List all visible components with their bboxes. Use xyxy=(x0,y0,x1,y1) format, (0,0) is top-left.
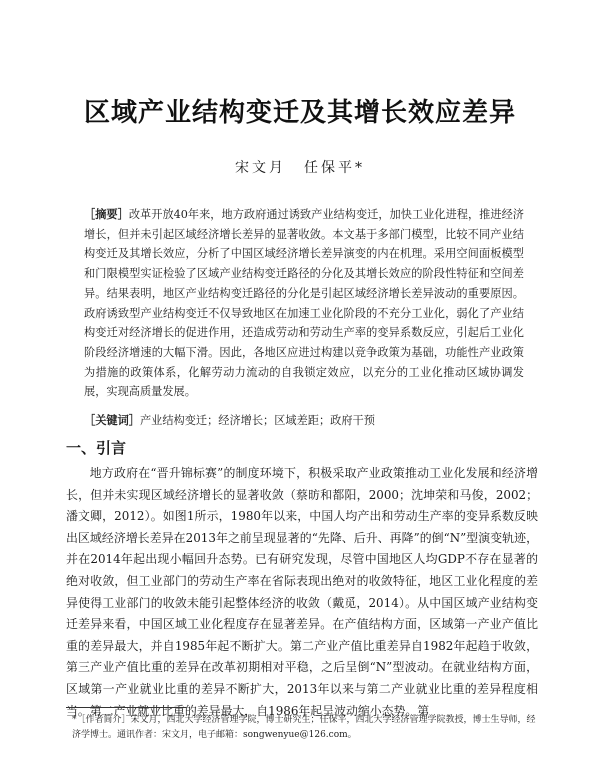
footnote: *［作者简介］宋文月，西北大学经济管理学院，博士研究生；任保平，西北大学经济管理学院教授，博士生导师，经济学博士。通讯作者：宋文月，电子邮箱：songwenyue@126.com。 xyxy=(72,715,536,740)
abstract-block xyxy=(84,205,524,402)
footnote-divider xyxy=(66,707,186,708)
abstract-label: ［摘要］ xyxy=(84,207,129,221)
body-paragraph: 地方政府在“晋升锦标赛”的制度环境下，积极采取产业政策推动工业化发展和经济增长，但并未实现区域经济增长的显著收敛（蔡昉和都阳，2000；沈坤荣和马俊，2002；潘文卿，2012）。如图1所示，1980年以来，中国人均产出和劳动生产率的变异系数反映出区域经济增长差异在2013年之前呈现显著的“先降、后升、再降”的倒“N”型演变轨迹，并在2014年起出现小幅回升态势。已有研究发现，尽管中国地区人均GDP不存在显著的绝对收敛，但工业部门的劳动生产率在省际表现出绝对的收敛特征，地区工业化程度的差异使得工业部门的收敛未能引起整体经济的收敛（戴觅，2014）。从中国区域产业结构变迁差异来看，中国区域工业化程度存在显著差异。在产值结构方面，区域第一产业产值比重的差异最大，并自1985年起不断扩大。第二产业产值比重差异自1982年起趋于收敛，第三产业产值比重的差异在改革初期相对平稳，之后呈倒“N”型波动。在就业结构方面，区域第一产业就业比重的差异不断扩大，2013年以来与第二产业就业比重的差异程度相当。第二产业就业比重的差异最大，自1986年起呈波动缩小态势。第 xyxy=(66,466,538,718)
section-heading: 一、引言 xyxy=(66,439,127,457)
keywords-text: 产业结构变迁；经济增长；区域差距；政府干预 xyxy=(139,414,375,427)
author-line xyxy=(0,157,600,177)
keywords-label: ［关键词］ xyxy=(84,413,140,427)
author-name: 任保平* xyxy=(304,160,365,176)
body-text xyxy=(66,463,538,722)
keywords-block xyxy=(84,411,524,430)
abstract-text: 改革开放40年来，地方政府通过诱致产业结构变迁，加快工业化进程，推进经济增长，但并未引起区域经济增长差异的显著收敛。本文基于多部门模型，比较不同产业结构变迁及其增长效应，分析了中国区域经济增长差异演变的内在机理。采用空间面板模型和门限模型实证检验了区域产业结构变迁路径的分化及其增长效应的阶段性特征和空间差异。结果表明，地区产业结构变迁路径的分化是引起区域经济增长差异波动的重要原因。政府诱致型产业结构变迁不仅导致地区在加速工业化阶段的不充分工业化，弱化了产业结构变迁对经济增长的促进作用，还造成劳动和劳动生产率的变异系数反应，引起后工业化阶段经济增速的大幅下滑。因此，各地区应进过构建以竞争政策为基础，功能性产业政策为措施的政策体系，化解劳动力流动的自我锁定效应，以充分的工业化推动区域协调发展，实现高质量发展。 xyxy=(84,208,524,399)
author-name: 宋文月 xyxy=(235,160,286,176)
paper-title: 区域产业结构变迁及其增长效应差异 xyxy=(83,98,516,128)
